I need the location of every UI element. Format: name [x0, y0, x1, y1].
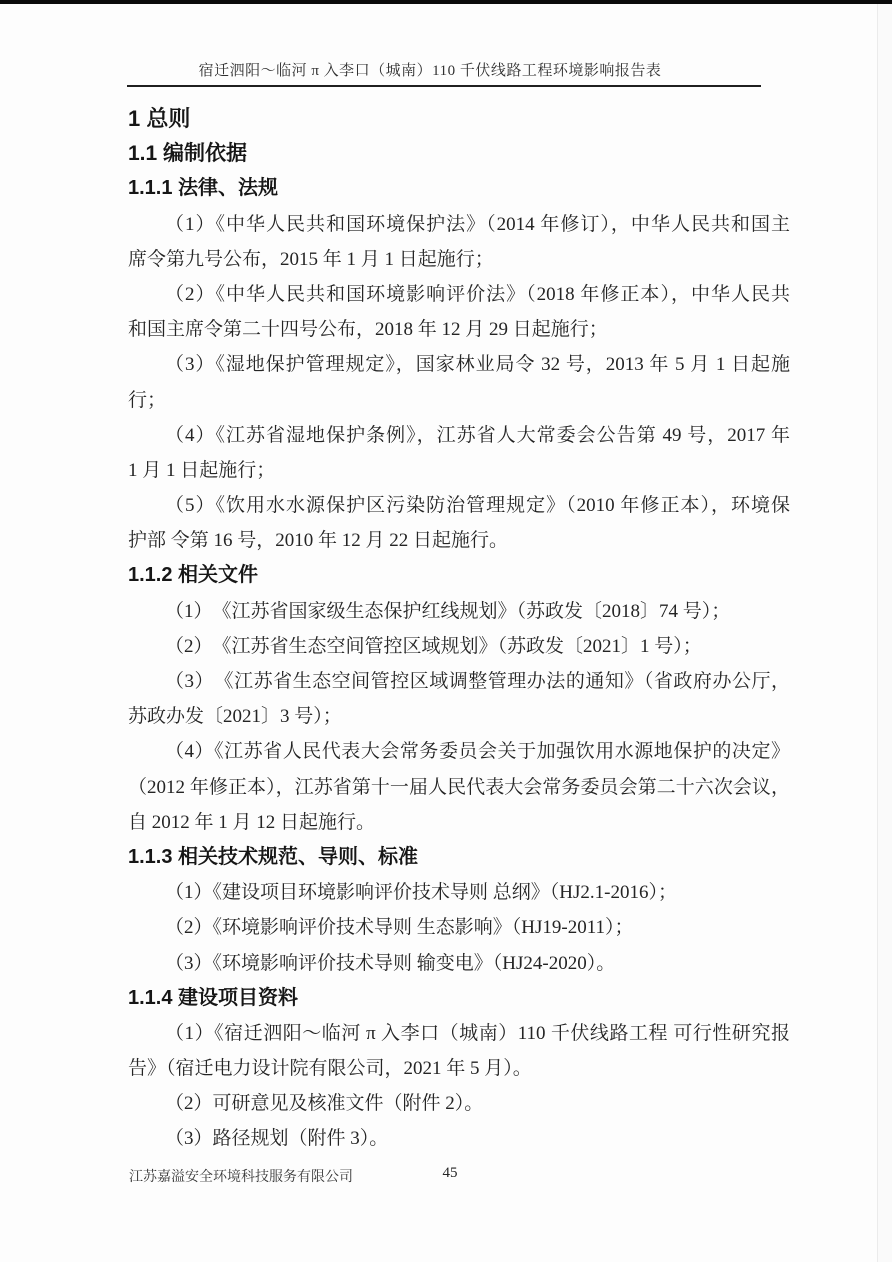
text-line: （1）《建设项目环境影响评价技术导则 总纲》（HJ2.1-2016）；	[165, 882, 677, 904]
scan-edge-top	[0, 0, 892, 4]
section-heading: 1.1.1 法律、法规	[128, 177, 279, 200]
text-line: 席令第九号公布，2015 年 1 月 1 日起施行；	[128, 248, 494, 270]
text-line: 护部 令第 16 号，2010 年 12 月 22 日起施行。	[128, 530, 509, 552]
text-line: （2）《中华人民共和国环境影响评价法》（2018 年修正本），中华人民共	[165, 283, 790, 305]
text-line: 和国主席令第二十四号公布，2018 年 12 月 29 日起施行；	[128, 319, 608, 341]
text-line: 1 月 1 日起施行；	[128, 459, 276, 481]
text-line: （4）《江苏省湿地保护条例》，江苏省人大常委会公告第 49 号，2017 年	[165, 424, 790, 446]
document-body	[128, 101, 790, 1157]
section-heading: 1.1.2 相关文件	[128, 564, 259, 587]
section-heading: 1.1.3 相关技术规范、导则、标准	[128, 845, 419, 868]
text-line: （2） 《江苏省生态空间管控区域规划》（苏政发〔2021〕1 号）；	[165, 635, 702, 657]
footer-company-name: 江苏嘉溢安全环境科技服务有限公司	[129, 1170, 353, 1185]
text-line: 行；	[128, 389, 167, 411]
scan-edge-right	[877, 4, 892, 1262]
running-header-title: 宿迁泗阳～临河 π 入李口（城南）110 千伏线路工程环境影响报告表	[198, 63, 662, 79]
text-line: （5）《饮用水水源保护区污染防治管理规定》（2010 年修正本），环境保	[165, 495, 790, 517]
text-line: （2）可研意见及核准文件（附件 2）。	[165, 1093, 484, 1115]
text-line: （2）《环境影响评价技术导则 生态影响》（HJ19-2011）；	[165, 917, 634, 939]
text-line: （1） 《江苏省国家级生态保护红线规划》（苏政发〔2018〕74 号）；	[165, 600, 731, 622]
text-line: 告》（宿迁电力设计院有限公司，2021 年 5 月）。	[128, 1058, 532, 1080]
text-line: （3）《环境影响评价技术导则 输变电》（HJ24-2020）。	[165, 952, 616, 974]
section-heading: 1 总则	[128, 106, 191, 131]
text-line: 苏政办发〔2021〕3 号）；	[128, 706, 342, 728]
text-line: （4）《江苏省人民代表大会常务委员会关于加强饮用水源地保护的决定》	[165, 741, 790, 763]
text-line: （3）《湿地保护管理规定》，国家林业局令 32 号，2013 年 5 月 1 日起施	[165, 354, 790, 376]
text-line: （2012 年修正本），江苏省第十一届人民代表大会常务委员会第二十六次会议，	[128, 776, 790, 798]
text-line: （3）路径规划（附件 3）。	[165, 1128, 389, 1150]
header-rule	[127, 85, 761, 87]
text-line: （1）《中华人民共和国环境保护法》（2014 年修订），中华人民共和国主	[165, 213, 790, 235]
text-line: 自 2012 年 1 月 12 日起施行。	[128, 811, 376, 833]
text-line: （3） 《江苏省生态空间管控区域调整管理办法的通知》（省政府办公厅，	[165, 671, 790, 692]
text-line: （1）《宿迁泗阳～临河 π 入李口（城南）110 千伏线路工程 可行性研究报	[165, 1022, 790, 1044]
footer-page-number: 45	[442, 1165, 458, 1181]
section-heading: 1.1 编制依据	[128, 142, 248, 166]
section-heading: 1.1.4 建设项目资料	[128, 986, 299, 1009]
